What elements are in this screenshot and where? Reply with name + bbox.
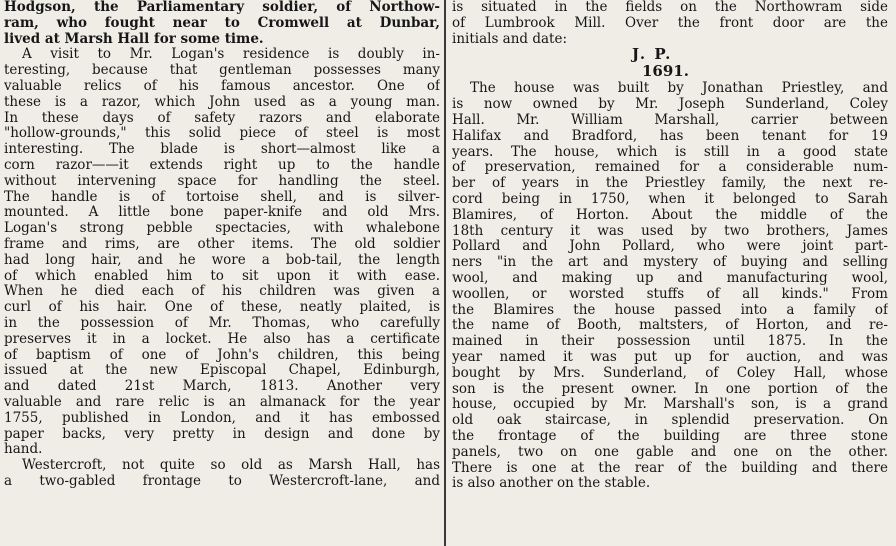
text-line: of preservation, remained for a considerable num- — [452, 160, 888, 176]
text-line: lived at Marsh Hall for some time. — [4, 31, 264, 47]
text-line: the frontage of the building are three stone — [452, 428, 888, 444]
text-line: panels, two on one gable and one on the other. — [452, 444, 888, 460]
text-line: house, occupied by Mr. Marshall's son, is a grand — [452, 397, 888, 413]
text-line: When he died each of his children was given a — [4, 284, 440, 300]
text-line: old oak staircase, in splendid preservation. On — [452, 413, 888, 429]
text-line: teresting, because that gentleman possesses many — [4, 63, 440, 79]
text-line: had long hair, and he wore a bob-tail, the length — [4, 252, 440, 268]
text-line: ners "in the art and mystery of buying and selling — [452, 255, 888, 271]
text-line: and dated 21st March, 1813. Another very — [4, 379, 440, 395]
text-line: woollen, or worsted stuffs of all kinds." From — [452, 286, 888, 302]
text-line: bought by Mrs. Sunderland, of Coley Hall, whose — [452, 365, 888, 381]
text-line: is situated in the fields on the Northowram side — [452, 0, 888, 15]
text-line: wool, and making up and manufacturing wool, — [452, 270, 888, 286]
text-line: Pollard and John Pollard, who were joint part- — [452, 239, 888, 255]
text-line: of Lumbrook Mill. Over the front door are the — [452, 15, 888, 31]
text-line: mained in their possession until 1875. In the — [452, 334, 888, 350]
right-column — [452, 0, 888, 492]
text-line: issued at the new Episcopal Chapel, Edinburgh, — [4, 363, 440, 379]
text-line: Blamires, of Horton. About the middle of the — [452, 207, 888, 223]
text-line: year named it was put up for auction, and was — [452, 349, 888, 365]
text-line: "hollow-grounds," this solid piece of steel is most — [4, 126, 440, 142]
text-line: a two-gabled frontage to Westercroft-lane, and — [4, 473, 440, 489]
column-divider — [444, 0, 446, 546]
text-line: 1755, published in London, and it has embossed — [4, 410, 440, 426]
text-line: Westercroft, not quite so old as Marsh Hall, has — [22, 458, 440, 474]
text-line: Halifax and Bradford, has been tenant for 19 — [452, 128, 888, 144]
text-line: In these days of safety razors and elaborate — [4, 110, 440, 126]
text-line: frame and rims, are other items. The old soldier — [4, 236, 440, 252]
text-line: in the possession of Mr. Thomas, who carefully — [4, 315, 440, 331]
door-date: 1691. — [642, 62, 689, 81]
text-line: A visit to Mr. Logan's residence is doubly in- — [22, 47, 440, 63]
text-line: Logan's strong pebble spectacies, with whalebone — [4, 221, 440, 237]
text-line: the name of Booth, maltsters, of Horton, and re- — [452, 318, 888, 334]
text-line: mounted. A little bone paper-knife and old Mrs. — [4, 205, 440, 221]
text-line: Hodgson, the Parliamentary soldier, of Northow- — [4, 0, 440, 15]
text-line: 18th century it was used by two brothers, James — [452, 223, 888, 239]
text-line: paper backs, very pretty in design and done by — [4, 426, 440, 442]
text-line: years. The house, which is still in a good state — [452, 144, 888, 160]
text-line: ram, who fought near to Cromwell at Dunbar, — [4, 15, 440, 31]
text-line: without intervening space for handling the steel. — [4, 173, 440, 189]
text-line: is also another on the stable. — [452, 476, 651, 492]
door-initials: J. P. — [632, 45, 673, 64]
text-line: initials and date: — [452, 31, 567, 47]
text-line: preserves it in a locket. He also has a certificate — [4, 331, 440, 347]
text-line: valuable relics of his famous ancestor. One of — [4, 78, 440, 94]
text-line: corn razor——it extends right up to the handle — [4, 157, 440, 173]
text-line: son is the present owner. In one portion of the — [452, 381, 888, 397]
text-line: The handle is of tortoise shell, and is silver- — [4, 189, 440, 205]
text-line: Hall. Mr. William Marshall, carrier between — [452, 112, 888, 128]
text-line: interesting. The blade is short—almost like a — [4, 142, 440, 158]
text-line: The house was built by Jonathan Priestley, and — [470, 81, 888, 97]
text-line: valuable and rare relic is an almanack for the year — [4, 394, 440, 410]
text-line: of baptism of one of John's children, this being — [4, 347, 440, 363]
text-line: is now owned by Mr. Joseph Sunderland, Coley — [452, 97, 888, 113]
text-line: curl of his hair. One of these, neatly plaited, is — [4, 300, 440, 316]
text-line: There is one at the rear of the building and there — [452, 460, 888, 476]
text-line: ber of years in the Priestley family, the next re- — [452, 176, 888, 192]
text-line: the Blamires the house passed into a family of — [452, 302, 888, 318]
text-line: these is a razor, which John used as a young man. — [4, 94, 440, 110]
text-line: cord being in 1750, when it belonged to Sarah — [452, 191, 888, 207]
text-line: hand. — [4, 442, 43, 458]
left-column — [4, 0, 440, 490]
text-line: of which enabled him to sit upon it with ease. — [4, 268, 440, 284]
